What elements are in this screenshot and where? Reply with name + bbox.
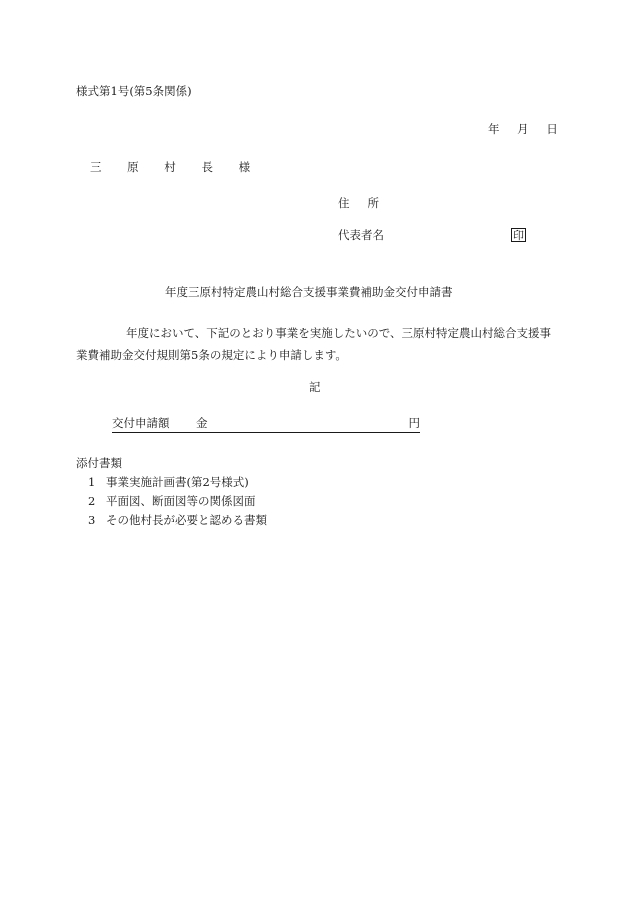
addressee: 三 原 村 長 様 [90,160,262,174]
date-month: 月 [517,122,529,136]
amount-suffix: 円 [408,416,420,430]
form-number: 様式第1号(第5条関係) [76,84,192,98]
attachment-text: 平面図、断面図等の関係図面 [106,494,256,508]
amount-label: 交付申請額 [112,416,170,430]
representative-label: 代表者名 [338,228,384,242]
date-day: 日 [546,122,558,136]
seal-mark: 印 [513,229,524,242]
attachment-item [88,496,256,508]
attachment-text: その他村長が必要と認める書類 [106,513,267,527]
date-line [488,124,558,136]
amount-row [112,418,420,433]
date-year: 年 [488,122,500,136]
application-body-text: 年度において、下記のとおり事業を実施したいので、三原村特定農山村総合支援事業費補助金交付規則第5条の規定により申請します。 [76,326,552,362]
document-title: 年度三原村特定農山村総合支援事業費補助金交付申請書 [165,285,453,299]
attachment-item [88,477,249,489]
attachment-number: 2 [88,494,96,508]
attachment-text: 事業実施計画書(第2号様式) [106,475,249,489]
attachments-title: 添付書類 [76,456,122,470]
address-label: 住所 [338,196,397,210]
ki-heading: 記 [309,380,321,394]
attachment-number: 1 [88,475,96,489]
attachment-item [88,515,267,527]
amount-prefix: 金 [196,416,208,430]
attachment-number: 3 [88,513,96,527]
